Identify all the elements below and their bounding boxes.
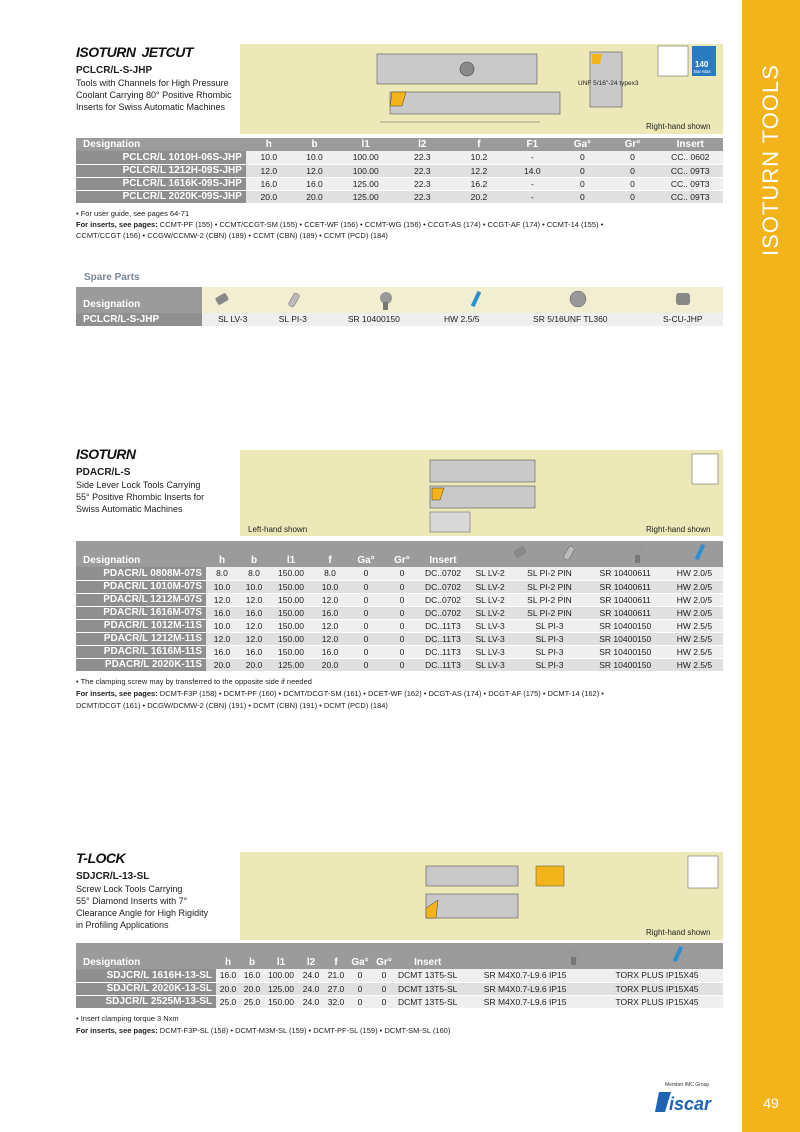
- table-cell: SL LV-3: [466, 619, 514, 632]
- table-cell: TORX PLUS IP15X45: [591, 969, 723, 982]
- designation-cell: PDACR/L 1010M-07S: [76, 580, 206, 593]
- product-name: PCLCR/L-S-JHP: [76, 65, 153, 76]
- table-cell: 10.0: [292, 151, 338, 164]
- tool-diagram: UNF 5/16"-24 typex3 140 Bar Max Right-hand shown: [240, 44, 723, 134]
- column-header: Gr°: [384, 554, 420, 567]
- table-cell: 100.00: [264, 969, 298, 982]
- table-cell: 100.00: [337, 151, 394, 164]
- diagram-caption: Right-hand shown: [646, 122, 711, 131]
- brand-tlock: T-LOCK: [76, 850, 126, 866]
- note-inserts: For inserts, see pages: DCMT-F3P-SL (158) • DCMT-M3M-SL (159) • DCMT-PF-SL (159) • DCMT-SM-SL (160): [76, 1026, 451, 1035]
- note-inserts: For inserts, see pages: CCMT-PF (155) • CCMT/CCGT-SM (155) • CCET-WF (156) • CCMT-WG (156) • CCGT-AS (174) • CCGT-AF (174) • CCMT-14 (155) •: [76, 220, 604, 229]
- product-name: PDACR/L-S: [76, 467, 131, 478]
- table-cell: 150.00: [270, 632, 312, 645]
- designation-cell: PDACR/L 2020K-11S: [76, 658, 206, 671]
- table-cell: 0: [557, 151, 607, 164]
- table-cell: 0: [384, 645, 420, 658]
- table-cell: SR 10400150: [322, 313, 425, 326]
- column-header: Insert: [420, 554, 466, 567]
- table-cell: 0: [348, 658, 384, 671]
- table-cell: DC..11T3: [420, 632, 466, 645]
- table-cell: 12.0: [238, 593, 270, 606]
- table-cell: 12.0: [246, 164, 292, 177]
- column-header: h: [206, 554, 238, 567]
- column-header: Insert: [658, 138, 723, 151]
- side-title: ISOTURN TOOLS: [758, 64, 783, 256]
- table-row: [76, 658, 723, 671]
- table-cell: 16.0: [238, 606, 270, 619]
- table-cell: 22.3: [394, 151, 451, 164]
- spec-table-1: [76, 138, 723, 204]
- table-cell: 0: [384, 593, 420, 606]
- table-cell: 16.0: [206, 645, 238, 658]
- table-cell: 12.0: [206, 632, 238, 645]
- caption-right: Right-hand shown: [646, 525, 711, 534]
- table-cell: 0: [348, 606, 384, 619]
- table-cell: HW 2.5/5: [666, 632, 723, 645]
- table-cell: HW 2.5/5: [425, 313, 498, 326]
- table-cell: 0: [384, 567, 420, 580]
- table-cell: HW 2.0/5: [666, 606, 723, 619]
- table-row: [76, 313, 723, 326]
- table-cell: 22.3: [394, 164, 451, 177]
- table-cell: 22.3: [394, 177, 451, 190]
- table-cell: SL PI-2 PIN: [514, 593, 584, 606]
- table-cell: DC..11T3: [420, 619, 466, 632]
- screw-icon: [568, 947, 580, 965]
- table-cell: 25.0: [216, 995, 240, 1008]
- table-cell: 12.0: [292, 164, 338, 177]
- table-cell: SL PI-2 PIN: [514, 567, 584, 580]
- table-cell: 150.00: [270, 619, 312, 632]
- table-cell: 0: [348, 995, 372, 1008]
- designation-cell: PCLCR/L 1616K-09S-JHP: [76, 177, 246, 190]
- column-header: Gr°: [372, 956, 396, 969]
- table-row: [76, 567, 723, 580]
- note-torque: • Insert clamping torque 3 Nxm: [76, 1014, 179, 1023]
- table-cell: 20.0: [312, 658, 348, 671]
- table-cell: 10.2: [451, 151, 508, 164]
- table-cell: 14.0: [507, 164, 557, 177]
- table-cell: 0: [348, 567, 384, 580]
- table-row: [76, 151, 723, 164]
- screw-icon: [632, 545, 644, 563]
- table-cell: 10.0: [206, 619, 238, 632]
- note-clamping: • The clamping screw may by transferred to the opposite side if needed: [76, 677, 312, 686]
- table-cell: HW 2.0/5: [666, 567, 723, 580]
- table-cell: DCMT 13T5-SL: [398, 996, 458, 1007]
- table-cell: SR 10400611: [585, 593, 666, 606]
- tool-diagram: [240, 450, 723, 536]
- table-cell: 24.0: [298, 982, 324, 995]
- svg-text:iscar: iscar: [669, 1094, 712, 1114]
- table-cell: 0: [384, 606, 420, 619]
- table-cell: SR 10400611: [585, 580, 666, 593]
- hex-key-icon: [471, 291, 481, 307]
- column-header: Ga°: [557, 138, 607, 151]
- iscar-logo: Member IMC Group iscar: [655, 1082, 737, 1114]
- table-cell: 125.00: [264, 982, 298, 995]
- product-description: Screw Lock Tools Carrying 55° Diamond Inserts with 7° Clearance Angle for High Rigidity in Profiling Applications: [76, 884, 209, 930]
- table-row: [76, 190, 723, 203]
- table-cell: 21.0: [324, 969, 348, 982]
- table-cell: 16.0: [312, 606, 348, 619]
- pin-icon: [563, 545, 575, 560]
- table-cell: 27.0: [324, 982, 348, 995]
- table-cell: DC..0702: [420, 580, 466, 593]
- table-cell: SR 10400150: [585, 632, 666, 645]
- column-header: F1: [507, 138, 557, 151]
- table-cell: CC.. 09T3: [658, 164, 723, 177]
- table-cell: 16.0: [246, 177, 292, 190]
- table-cell: 150.00: [270, 567, 312, 580]
- table-cell: S-CU-JHP: [643, 313, 723, 326]
- table-cell: 150.00: [270, 580, 312, 593]
- table-row: [76, 593, 723, 606]
- column-header: l1: [337, 138, 394, 151]
- table-cell: 125.00: [337, 190, 394, 203]
- note-inserts: For inserts, see pages: DCMT-F3P (158) • DCMT-PF (160) • DCMT/DCGT-SM (161) • DCET-WF (162) • DCGT-AS (174) • DCGT-AF (175) • DCMT-14 (162) •: [76, 689, 604, 698]
- table-cell: 24.0: [298, 969, 324, 982]
- table-row: [76, 619, 723, 632]
- table-cell: 12.0: [238, 632, 270, 645]
- table-cell: 20.0: [206, 658, 238, 671]
- table-cell: 8.0: [238, 567, 270, 580]
- table-cell: 16.0: [206, 606, 238, 619]
- column-header: b: [238, 554, 270, 567]
- table-cell: 16.0: [292, 177, 338, 190]
- screw-icon: [380, 292, 392, 310]
- tool-diagram: [240, 852, 723, 940]
- note-inserts-cont: DCMT/DCGT (161) • DCGW/DCMW-2 (CBN) (191) • DCMT (CBN) (191) • DCMT (PCD) (184): [76, 701, 388, 710]
- table-cell: 20.2: [451, 190, 508, 203]
- table-cell: 125.00: [337, 177, 394, 190]
- table-cell: 12.0: [238, 619, 270, 632]
- table-cell: 12.2: [451, 164, 508, 177]
- table-cell: 20.0: [292, 190, 338, 203]
- table-cell: 0: [607, 151, 657, 164]
- column-header: Insert: [396, 956, 459, 969]
- product-description: Side Lever Lock Tools Carrying 55° Positive Rhombic Inserts for Swiss Automatic Machines: [76, 480, 205, 514]
- page-number: 49: [763, 1095, 779, 1111]
- column-header: Gr°: [607, 138, 657, 151]
- table-cell: HW 2.5/5: [666, 619, 723, 632]
- table-cell: 12.0: [312, 619, 348, 632]
- table-cell: 20.0: [246, 190, 292, 203]
- table-cell: SL LV-3: [466, 632, 514, 645]
- table-row: [76, 645, 723, 658]
- table-cell: 0: [384, 580, 420, 593]
- table-cell: CC.. 09T3: [658, 190, 723, 203]
- table-cell: 12.0: [206, 593, 238, 606]
- table-cell: SL LV-2: [466, 606, 514, 619]
- table-cell: 0: [372, 969, 396, 982]
- table-cell: 100.00: [337, 164, 394, 177]
- table-row: [76, 995, 723, 1008]
- table-cell: SR 10400150: [585, 658, 666, 671]
- table-cell: 150.00: [270, 645, 312, 658]
- column-header: Ga°: [348, 956, 372, 969]
- column-header: b: [292, 138, 338, 151]
- table-cell: 8.0: [206, 567, 238, 580]
- table-cell: DCMT 13T5-SL: [398, 970, 458, 981]
- designation-cell: PCLCR/L 2020K-09S-JHP: [76, 190, 246, 203]
- table-cell: 0: [557, 190, 607, 203]
- table-cell: SR 5/16UNF TL360: [498, 313, 643, 326]
- lever-icon: [513, 546, 527, 559]
- caption-left: Left-hand shown: [248, 525, 308, 534]
- table-cell: DC..0702: [420, 593, 466, 606]
- table-cell: SL LV-3: [202, 313, 263, 326]
- product-description: Tools with Channels for High Pressure Coolant Carrying 80° Positive Rhombic Inserts for Swiss Automatic Machines: [76, 78, 232, 112]
- torx-key-icon: [673, 946, 683, 962]
- coolant-screw-icon: [570, 291, 586, 307]
- designation-cell: PDACR/L 1212M-11S: [76, 632, 206, 645]
- brand-isoturn: ISOTURN: [76, 446, 136, 462]
- table-cell: 20.0: [216, 982, 240, 995]
- table-cell: SL PI-2 PIN: [514, 606, 584, 619]
- table-cell: HW 2.5/5: [666, 658, 723, 671]
- column-header: l1: [270, 554, 312, 567]
- table-cell: 32.0: [324, 995, 348, 1008]
- table-cell: HW 2.5/5: [666, 645, 723, 658]
- table-cell: -: [507, 151, 557, 164]
- column-header: l2: [394, 138, 451, 151]
- table-cell: 0: [372, 982, 396, 995]
- table-cell: 125.00: [270, 658, 312, 671]
- table-cell: HW 2.0/5: [666, 593, 723, 606]
- table-cell: SL PI-3: [263, 313, 322, 326]
- table-cell: 20.0: [238, 658, 270, 671]
- column-header: f: [324, 956, 348, 969]
- column-header: b: [240, 956, 264, 969]
- table-cell: SR 10400611: [585, 606, 666, 619]
- spec-table-2: [76, 554, 723, 672]
- table-cell: -: [507, 177, 557, 190]
- table-cell: 20.0: [240, 982, 264, 995]
- table-cell: 16.0: [312, 645, 348, 658]
- note-user-guide: • For user guide, see pages 64-71: [76, 209, 190, 218]
- column-header: h: [216, 956, 240, 969]
- table-cell: 0: [348, 593, 384, 606]
- table-cell: 12.0: [312, 632, 348, 645]
- column-header: f: [451, 138, 508, 151]
- spare-parts-title: Spare Parts: [84, 272, 140, 283]
- table-row: [76, 177, 723, 190]
- table-row: [76, 982, 723, 995]
- table-cell: SL PI-3: [514, 658, 584, 671]
- table-cell: SR 10400150: [585, 645, 666, 658]
- column-header: f: [312, 554, 348, 567]
- table-cell: 24.0: [298, 995, 324, 1008]
- designation-cell: PCLCR/L 1212H-09S-JHP: [76, 164, 246, 177]
- column-header: l2: [298, 956, 324, 969]
- table-cell: SL PI-3: [514, 645, 584, 658]
- table-cell: 10.0: [246, 151, 292, 164]
- table-cell: 16.0: [240, 969, 264, 982]
- designation-cell: PCLCR/L 1010H-06S-JHP: [76, 151, 246, 164]
- table-cell: DC..11T3: [420, 645, 466, 658]
- table-cell: 0: [607, 164, 657, 177]
- table-cell: HW 2.0/5: [666, 580, 723, 593]
- designation-cell: SDJCR/L 1616H-13-SL: [76, 969, 216, 982]
- table-cell: 10.0: [238, 580, 270, 593]
- table-cell: 0: [372, 995, 396, 1008]
- table-cell: SL LV-3: [466, 645, 514, 658]
- column-header: Designation: [76, 956, 216, 969]
- table-row: [76, 580, 723, 593]
- table-cell: SR M4X0.7-L9.6 IP15: [459, 982, 591, 995]
- table-cell: 22.3: [394, 190, 451, 203]
- table-cell: 0: [348, 982, 372, 995]
- table-row: [76, 606, 723, 619]
- column-header-icon: [466, 554, 514, 567]
- designation-cell: SDJCR/L 2020K-13-SL: [76, 982, 216, 995]
- table-cell: SR M4X0.7-L9.6 IP15: [459, 995, 591, 1008]
- hex-key-icon: [695, 544, 705, 560]
- table-cell: SR 10400611: [585, 567, 666, 580]
- spare-parts-table: [76, 313, 723, 327]
- table-row: [76, 632, 723, 645]
- table-cell: 150.00: [270, 606, 312, 619]
- table-cell: CC.. 09T3: [658, 177, 723, 190]
- table-cell: 150.00: [264, 995, 298, 1008]
- table-cell: 0: [557, 177, 607, 190]
- table-cell: 0: [557, 164, 607, 177]
- table-cell: SL LV-3: [466, 658, 514, 671]
- table-cell: SL PI-2 PIN: [514, 580, 584, 593]
- table-cell: 16.0: [238, 645, 270, 658]
- coolant-unit-icon: [676, 293, 690, 305]
- table-row: [76, 969, 723, 982]
- table-cell: SR 10400150: [585, 619, 666, 632]
- table-cell: 12.0: [312, 593, 348, 606]
- pin-icon: [288, 292, 300, 307]
- lever-icon: [215, 293, 229, 306]
- table-cell: 0: [384, 632, 420, 645]
- table-cell: DC..0702: [420, 567, 466, 580]
- designation-cell: PDACR/L 1616M-11S: [76, 645, 206, 658]
- table-cell: 150.00: [270, 593, 312, 606]
- spare-parts-header: Designation: [76, 287, 723, 313]
- table-cell: 0: [348, 619, 384, 632]
- table-cell: -: [507, 190, 557, 203]
- table-cell: 10.0: [206, 580, 238, 593]
- table-cell: 0: [607, 177, 657, 190]
- note-inserts-cont: CCMT/CCGT (156) • CCGW/CCMW-2 (CBN) (189) • CCMT (CBN) (189) • CCMT (PCD) (184): [76, 231, 388, 240]
- column-header: l1: [264, 956, 298, 969]
- table-cell: 0: [348, 645, 384, 658]
- designation-cell: PDACR/L 1012M-11S: [76, 619, 206, 632]
- table-cell: SR M4X0.7-L9.6 IP15: [459, 969, 591, 982]
- diagram-caption: Right-hand shown: [646, 928, 711, 937]
- designation-cell: PCLCR/L-S-JHP: [76, 313, 202, 326]
- table-cell: 0: [348, 969, 372, 982]
- column-header: Designation: [76, 554, 206, 567]
- table-cell: 0: [384, 619, 420, 632]
- table-cell: SL LV-2: [466, 580, 514, 593]
- table-cell: 16.2: [451, 177, 508, 190]
- table-cell: SL LV-2: [466, 567, 514, 580]
- brand-isoturn-jetcut: ISOTURN JETCUT: [76, 44, 193, 60]
- designation-cell: SDJCR/L 2525M-13-SL: [76, 995, 216, 1008]
- column-header: Designation: [76, 138, 246, 151]
- product-name: SDJCR/L-13-SL: [76, 871, 150, 882]
- table-cell: 0: [348, 632, 384, 645]
- table-cell: 10.0: [312, 580, 348, 593]
- column-header: h: [246, 138, 292, 151]
- designation-cell: PDACR/L 1212M-07S: [76, 593, 206, 606]
- table-cell: CC.. 0602: [658, 151, 723, 164]
- table-cell: TORX PLUS IP15X45: [591, 982, 723, 995]
- table-cell: 0: [384, 658, 420, 671]
- table-cell: 0: [607, 190, 657, 203]
- parts-icons: [510, 542, 710, 566]
- table-cell: TORX PLUS IP15X45: [591, 995, 723, 1008]
- table-cell: 8.0: [312, 567, 348, 580]
- designation-cell: PDACR/L 1616M-07S: [76, 606, 206, 619]
- table-cell: 16.0: [216, 969, 240, 982]
- table-cell: 0: [348, 580, 384, 593]
- column-header: Ga°: [348, 554, 384, 567]
- table-cell: 25.0: [240, 995, 264, 1008]
- table-cell: DC..0702: [420, 606, 466, 619]
- designation-cell: PDACR/L 0808M-07S: [76, 567, 206, 580]
- table-cell: SL PI-3: [514, 619, 584, 632]
- table-cell: DCMT 13T5-SL: [398, 983, 458, 994]
- table-cell: SL PI-3: [514, 632, 584, 645]
- table-cell: SL LV-2: [466, 593, 514, 606]
- table-cell: DC..11T3: [420, 658, 466, 671]
- parts-icons: [560, 944, 700, 968]
- table-row: [76, 164, 723, 177]
